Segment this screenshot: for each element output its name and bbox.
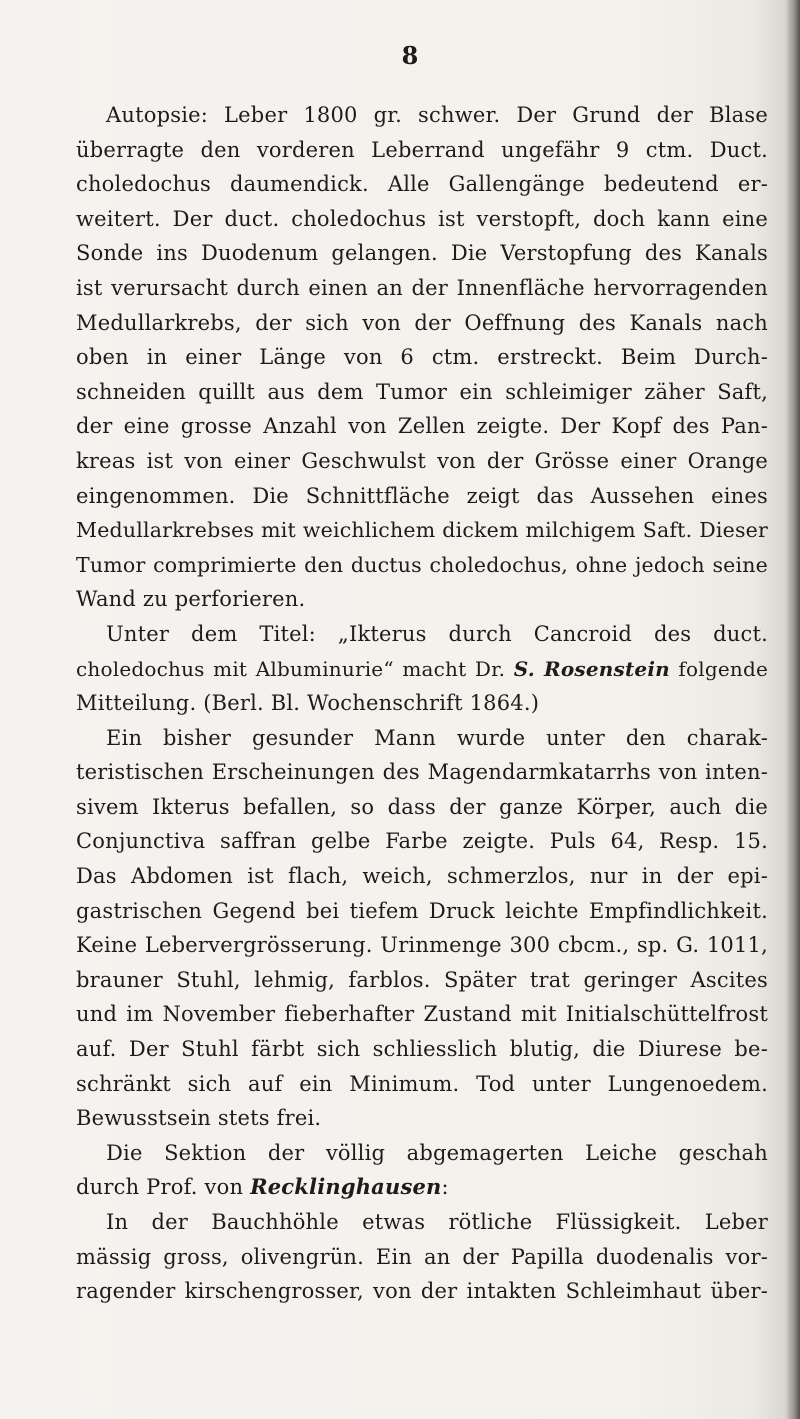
text-line: In der Bauchhöhle etwas rötliche Flüssigkeit. Leber [106, 1210, 768, 1234]
text-line: Mitteilung. (Berl. Bl. Wochenschrift 1864.) [76, 691, 540, 716]
text-line: sivem Ikterus befallen, so dass der ganze Körper, auch die [76, 794, 768, 819]
text-line: Medullarkrebses mit weichlichem dickem milchigem Saft. Dieser [76, 518, 768, 543]
text-line: brauner Stuhl, lehmig, farblos. Später trat geringer Ascites [76, 967, 768, 992]
text-line: teristischen Erscheinungen des Magendarmkatarrhs von inten- [76, 760, 768, 785]
text-line: choledochus mit Albuminurie“ macht Dr. S. Rosenstein folgende [76, 656, 768, 681]
text-line: schränkt sich auf ein Minimum. Tod unter Lungenoedem. [76, 1071, 768, 1096]
text-line: Die Sektion der völlig abgemagerten Leiche geschah [106, 1140, 768, 1165]
text-line: Sonde ins Duodenum gelangen. Die Verstopfung des Kanals [76, 241, 768, 266]
text-line: überragte den vorderen Leberrand ungefähr 9 ctm. Duct. [76, 137, 768, 162]
text-line: Ein bisher gesunder Mann wurde unter den charak- [106, 725, 768, 750]
text-line: oben in einer Länge von 6 ctm. erstreckt. Beim Durch- [76, 345, 768, 370]
text-line: Autopsie: Leber 1800 gr. schwer. Der Grund der Blase [106, 103, 768, 127]
text-line: der eine grosse Anzahl von Zellen zeigte. Der Kopf des Pan- [76, 414, 768, 439]
text-line: ist verursacht durch einen an der Innenfläche hervorragenden [76, 275, 768, 300]
text-line: Keine Lebervergrösserung. Urinmenge 300 cbcm., sp. G. 1011, [76, 933, 768, 958]
text-line: durch Prof. von Recklinghausen: [76, 1174, 449, 1200]
page-edge-shadow [786, 0, 800, 1419]
text-line: choledochus daumendick. Alle Gallengänge bedeutend er- [76, 172, 768, 197]
person-name: Recklinghausen [250, 1174, 442, 1200]
text-line: Bewusstsein stets frei. [76, 1106, 322, 1131]
text-line: Conjunctiva saffran gelbe Farbe zeigte. Puls 64, Resp. 15. [76, 829, 768, 854]
body-text [76, 98, 768, 1309]
text-line: auf. Der Stuhl färbt sich schliesslich blutig, die Diurese be- [76, 1037, 768, 1062]
text-line: Medullarkrebs, der sich von der Oeffnung des Kanals nach [76, 310, 768, 335]
text-line: Wand zu perforieren. [76, 587, 306, 612]
text-line: gastrischen Gegend bei tiefem Druck leichte Empfindlichkeit. [76, 898, 768, 923]
text-line: Tumor comprimierte den ductus choledochus, ohne jedoch seine [76, 552, 768, 577]
page-number: 8 [401, 41, 419, 70]
text-line: weitert. Der duct. choledochus ist verstopft, doch kann eine [76, 206, 768, 231]
text-line: kreas ist von einer Geschwulst von der Grösse einer Orange [76, 448, 768, 473]
text-line: eingenommen. Die Schnittfläche zeigt das Aussehen eines [76, 483, 768, 508]
text-line: Das Abdomen ist flach, weich, schmerzlos, nur in der epi- [76, 864, 768, 889]
text-line: Unter dem Titel: „Ikterus durch Cancroid des duct. [106, 621, 768, 646]
person-name: S. Rosenstein [513, 656, 670, 681]
text-line: mässig gross, olivengrün. Ein an der Papilla duodenalis vor- [76, 1244, 768, 1269]
text-line: ragender kirschengrosser, von der intakten Schleimhaut über- [76, 1279, 768, 1304]
text-line: schneiden quillt aus dem Tumor ein schleimiger zäher Saft, [76, 379, 768, 404]
text-line: und im November fieberhafter Zustand mit Initialschüttelfrost [76, 1002, 768, 1027]
